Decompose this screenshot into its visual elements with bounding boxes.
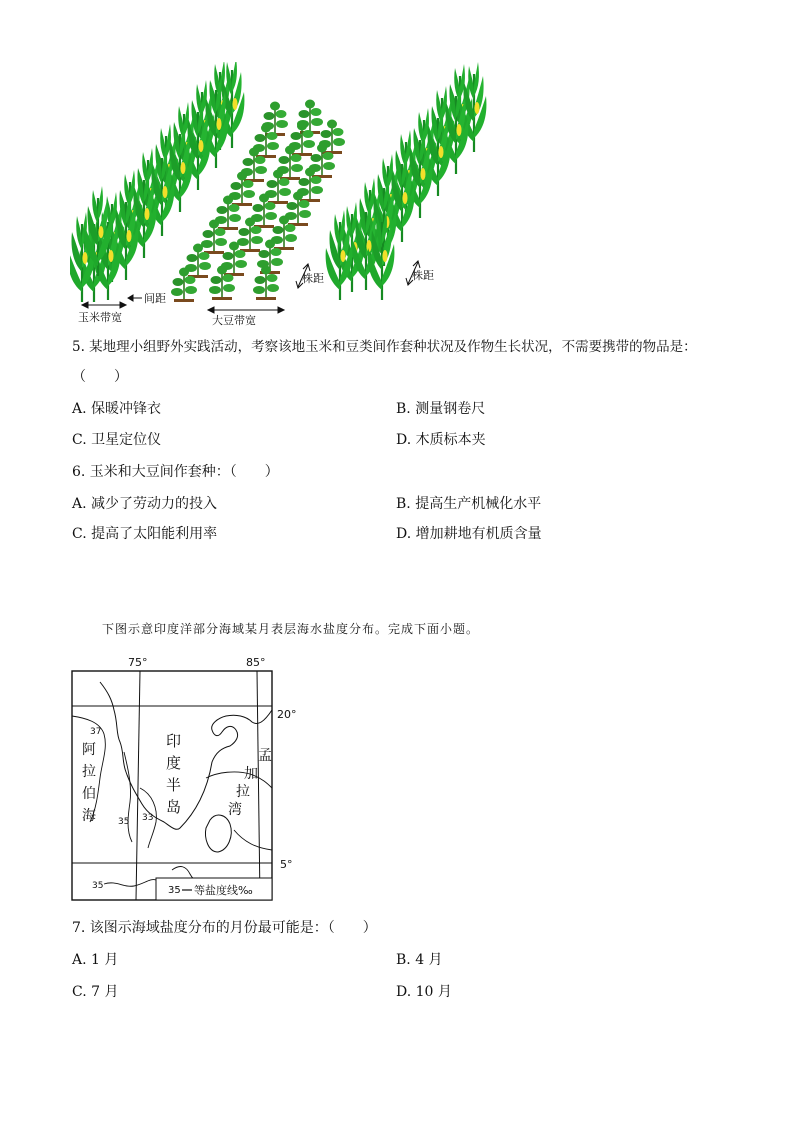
soy-width-arrow [208,307,284,313]
question-6-option-c[interactable]: C. 提高了太阳能利用率 [72,526,218,542]
question-5-paren: （ ） [72,369,128,385]
soy-width-label: 大豆带宽 [212,314,256,327]
peninsula-char-2: 度 [166,754,182,772]
bengal-char-4: 湾 [228,802,242,818]
question-5-option-a[interactable]: A. 保暖冲锋衣 [72,401,162,417]
peninsula-char-3: 半 [166,776,182,794]
isohaline-33-label: 33 [142,813,154,823]
peninsula-char-4: 岛 [166,798,182,816]
lat-5-label: 5° [280,858,293,871]
isohaline-35-west-label: 35 [118,817,130,827]
question-7-option-d[interactable]: D. 10 月 [396,984,452,1000]
isohaline-35-south-label: 35 [92,881,104,891]
corn-width-label: 玉米带宽 [78,311,122,324]
question-6-stem: 6. 玉米和大豆间作套种：（ ） [72,464,279,480]
corn-left-block [70,62,244,302]
legend-value: 35 [168,885,181,896]
bengal-char-2: 加 [244,766,258,782]
spacing-label: 间距 [144,292,166,305]
plant-spacing-label-1: 株距 [302,272,324,285]
question-7-option-b[interactable]: B. 4 月 [396,952,443,968]
bengal-char-1: 孟 [258,748,272,764]
peninsula-char-1: 印 [166,732,182,750]
arabian-sea-char-4: 海 [82,808,96,824]
question-5-option-c[interactable]: C. 卫星定位仪 [72,432,162,448]
question-5-option-d[interactable]: D. 木质标本夹 [396,432,486,448]
corn-right-block [326,62,487,300]
salinity-map [60,652,310,906]
arabian-sea-char-2: 拉 [82,764,96,780]
intercropping-figure [70,62,500,328]
arabian-sea-char-1: 阿 [82,742,96,758]
legend-text: 等盐度线‰ [194,884,253,897]
corn-width-arrow [82,302,126,308]
lon-75-label: 75° [128,656,148,669]
question-7-option-c[interactable]: C. 7 月 [72,984,119,1000]
bengal-char-3: 拉 [236,784,250,800]
arabian-sea-char-3: 伯 [82,786,96,802]
plant-spacing-label-2: 株距 [412,269,434,282]
isohaline-37-label: 37 [90,727,102,737]
question-6-option-b[interactable]: B. 提高生产机械化水平 [396,496,542,512]
lon-85-label: 85° [246,656,266,669]
question-6-option-a[interactable]: A. 减少了劳动力的投入 [72,496,218,512]
question-6-option-d[interactable]: D. 增加耕地有机质含量 [396,526,542,542]
spacing-arrow [128,295,142,301]
question-5-option-b[interactable]: B. 测量钢卷尺 [396,401,486,417]
map-intro-text: 下图示意印度洋部分海域某月表层海水盐度分布。完成下面小题。 [102,622,480,636]
question-7-option-a[interactable]: A. 1 月 [72,952,119,968]
lat-20-label: 20° [277,708,297,721]
question-5-stem: 5. 某地理小组野外实践活动，考察该地玉米和豆类间作套种状况及作物生长状况，不需要携带的物品是： [72,339,697,355]
question-7-stem: 7. 该图示海域盐度分布的月份最可能是：（ ） [72,920,377,936]
